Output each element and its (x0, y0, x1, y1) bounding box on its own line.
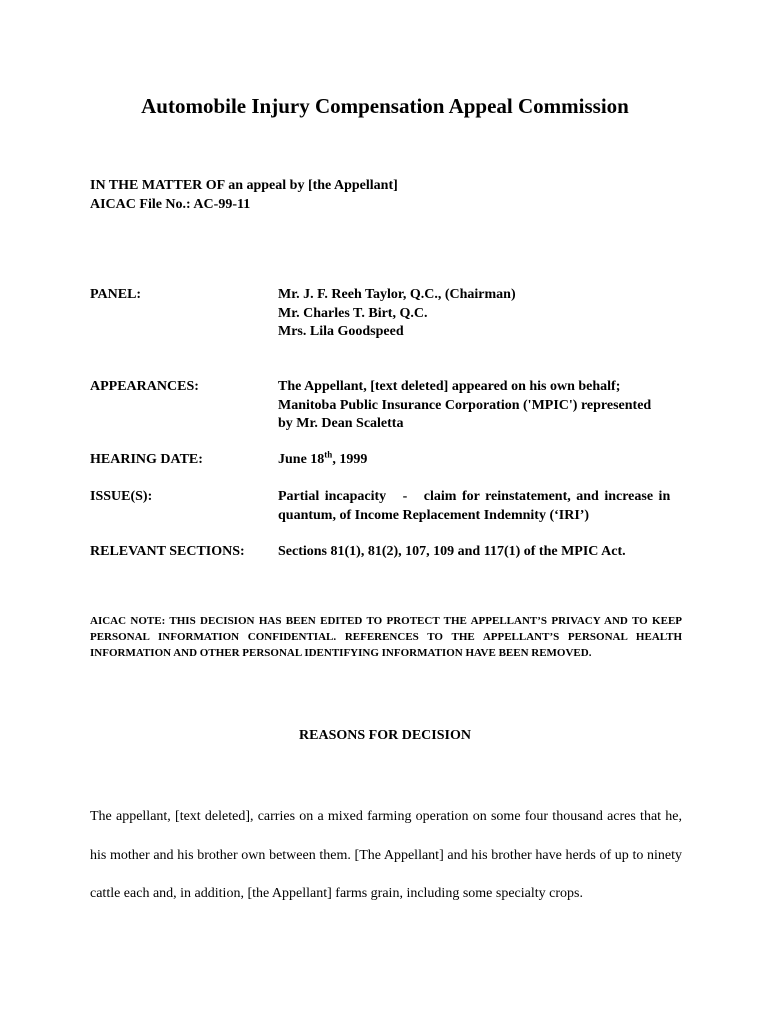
panel-member: Mr. J. F. Reeh Taylor, Q.C., (Chairman) (278, 287, 516, 302)
relevant-sections-text: Sections 81(1), 81(2), 107, 109 and 117(1) of the MPIC Act. (278, 544, 626, 559)
appearances-label: APPEARANCES: (90, 379, 199, 394)
issues-line: quantum, of Income Replacement Indemnity (‘IRI’) (278, 507, 590, 523)
relevant-sections-value (278, 543, 688, 562)
appearances-value (278, 378, 688, 434)
privacy-note: AICAC NOTE: THIS DECISION HAS BEEN EDITED TO PROTECT THE APPELLANT’S PRIVACY AND TO KEEP PERSONAL INFORMATION CONFIDENTIAL. REFERENCES TO THE APPELLANT’S PERSONAL HEALTH INFORMATION AND OTHER PERSONAL IDENTIFYING INFORMATION HAVE BEEN REMOVED. (90, 615, 682, 659)
reasons-heading: REASONS FOR DECISION (299, 728, 471, 743)
panel-label: PANEL: (90, 287, 142, 302)
hearing-date-value (278, 451, 688, 470)
panel-members (278, 286, 688, 342)
hearing-date-year: , 1999 (332, 452, 368, 467)
issues-label: ISSUE(S): (90, 489, 153, 504)
relevant-sections-label: RELEVANT SECTIONS: (90, 544, 245, 559)
hearing-date-day: June 18 (278, 452, 325, 467)
appearances-line: Manitoba Public Insurance Corporation ('MPIC') represented (278, 397, 652, 413)
appearances-line: The Appellant, [text deleted] appeared on his own behalf; (278, 379, 621, 394)
matter-line: IN THE MATTER OF an appeal by [the Appellant] (90, 178, 398, 193)
file-number: AICAC File No.: AC-99-11 (90, 197, 251, 212)
body-paragraph: The appellant, [text deleted], carries on a mixed farming operation on some four thousand acres that he, his mother and his brother own between them. [The Appellant] and his brother have herds of up to ninety cattle each and, in addition, [the Appellant] farms grain, including some specialty crops. (90, 809, 682, 901)
panel-member: Mr. Charles T. Birt, Q.C. (278, 305, 428, 321)
hearing-date-label: HEARING DATE: (90, 452, 203, 467)
panel-member: Mrs. Lila Goodspeed (278, 324, 404, 339)
case-header (90, 176, 398, 214)
issues-value (278, 488, 688, 525)
hearing-date-suffix: th (324, 449, 333, 460)
document-title: Automobile Injury Compensation Appeal Commission (141, 94, 629, 118)
appearances-line: by Mr. Dean Scaletta (278, 416, 404, 431)
issues-line: Partial incapacity - claim for reinstatement, and increase in (278, 489, 671, 504)
